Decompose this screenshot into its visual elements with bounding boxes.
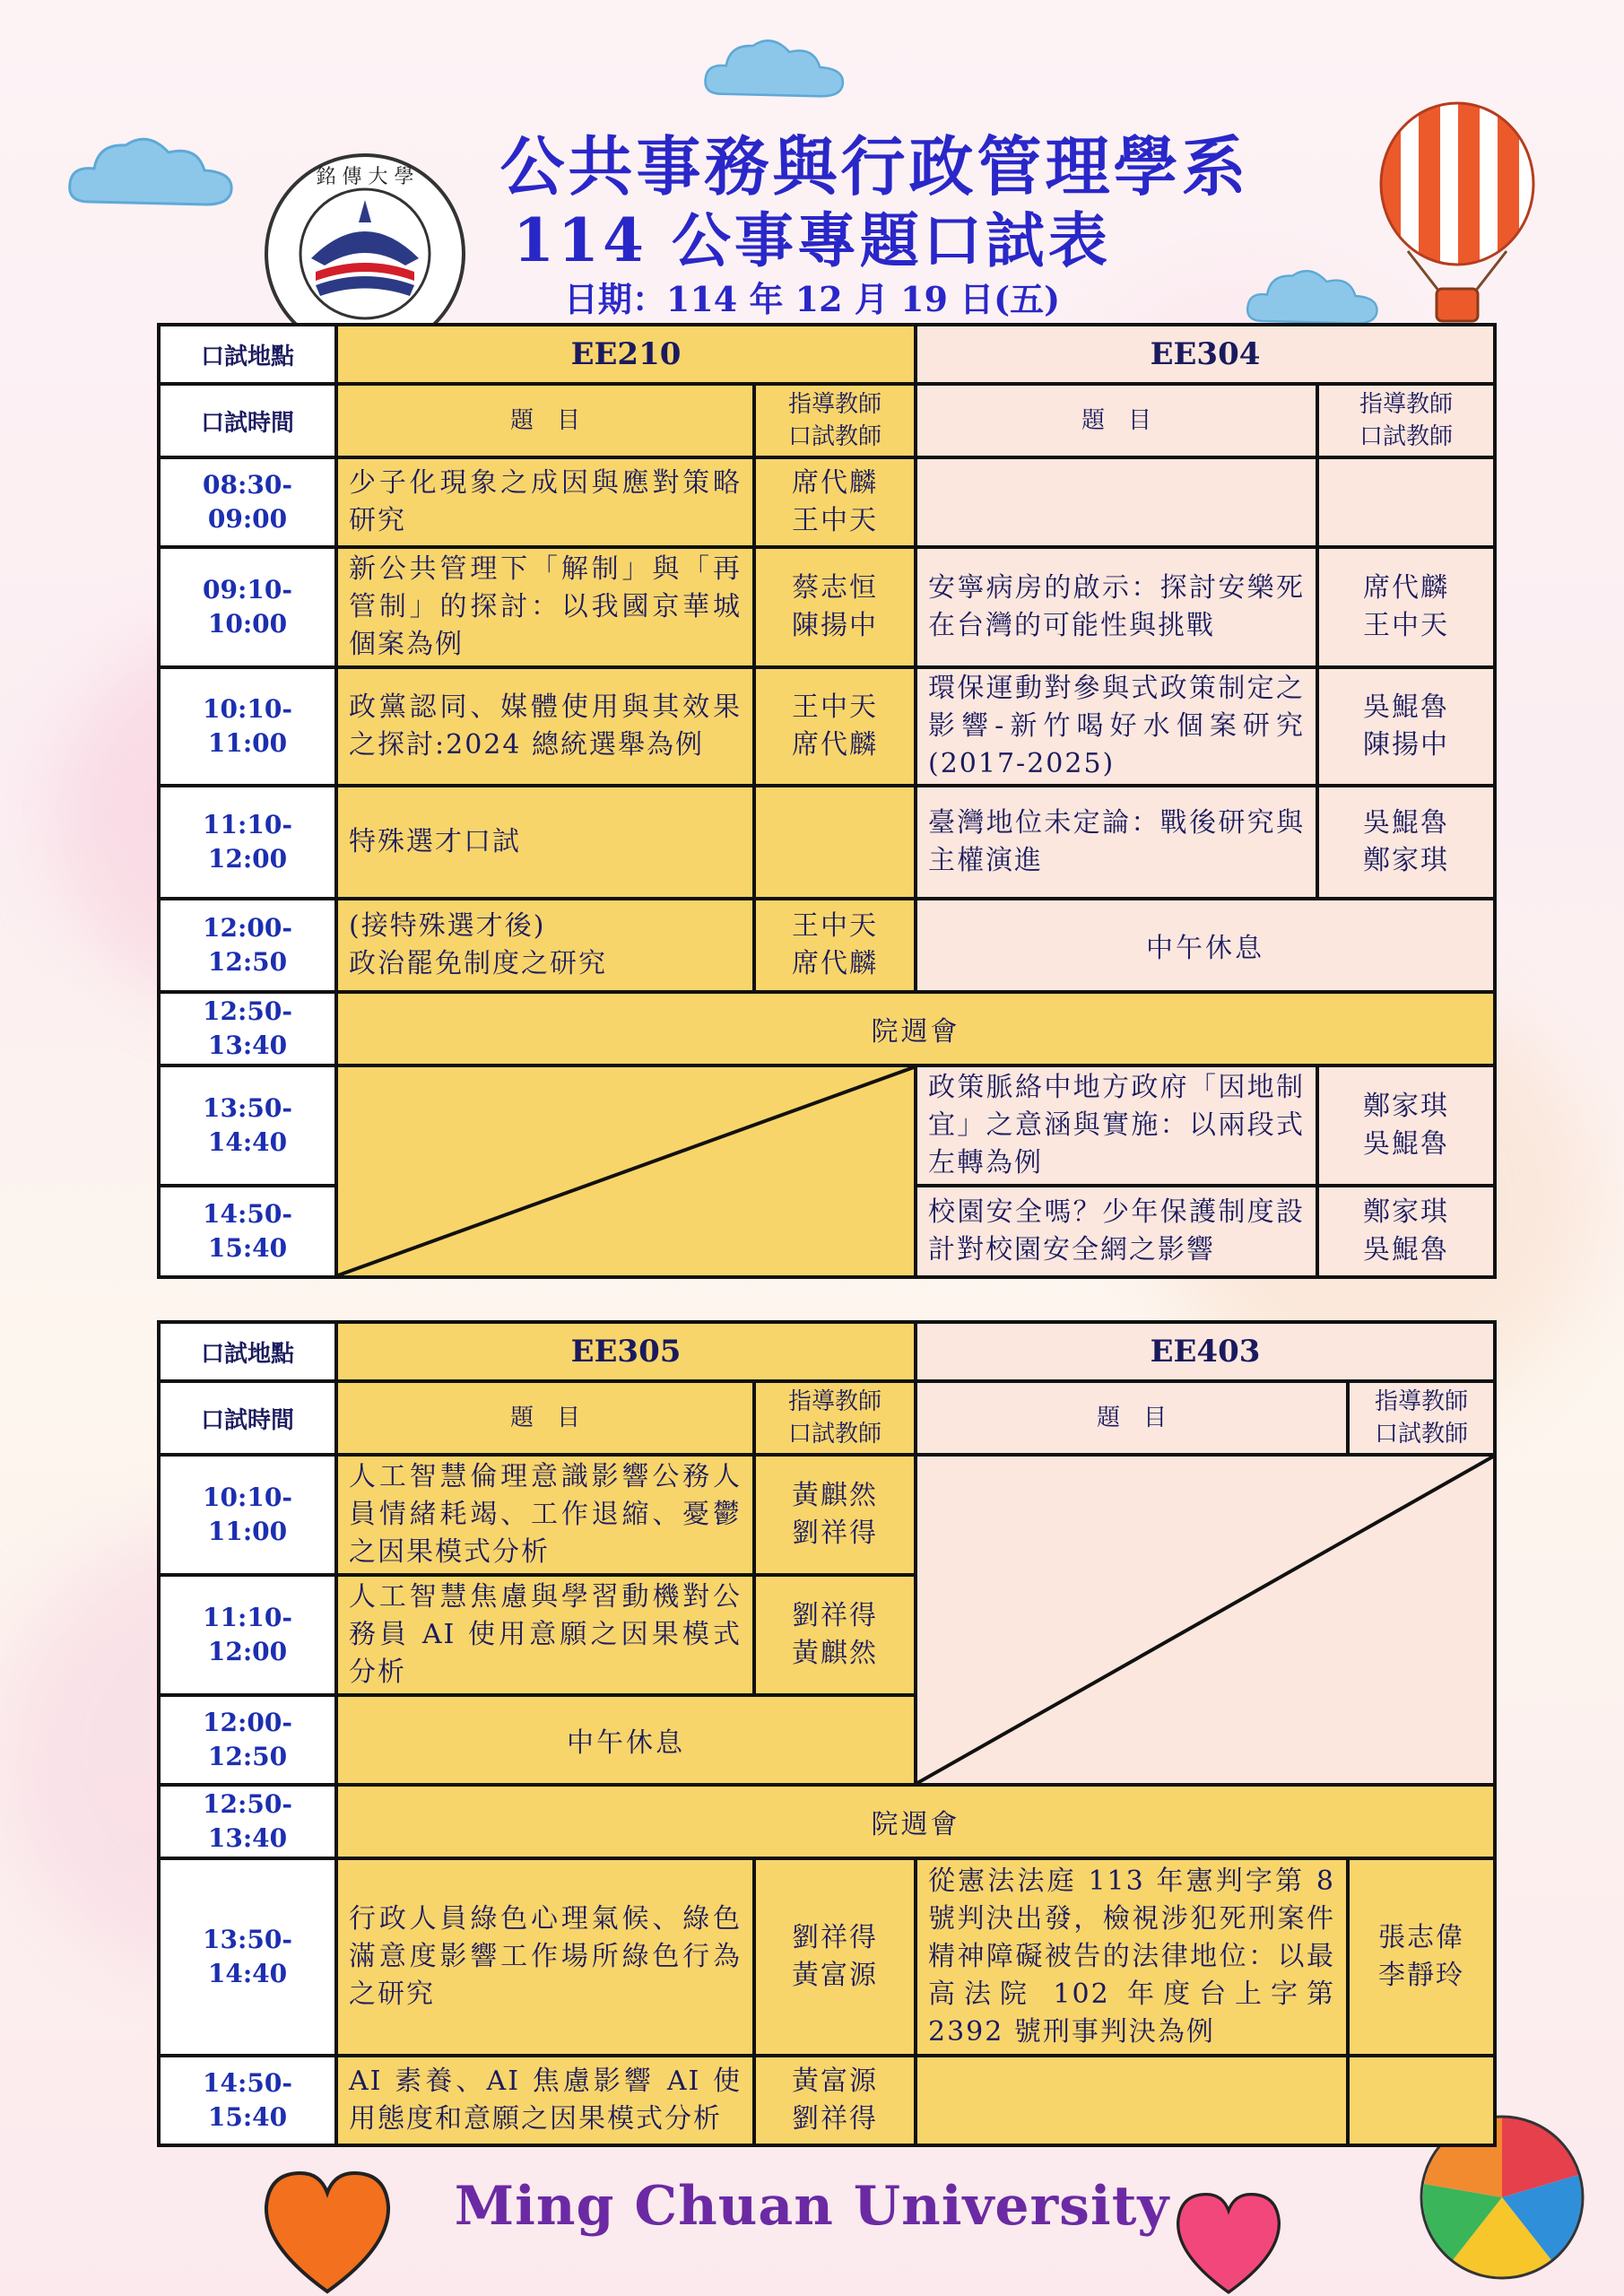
- topic-cell: 政策脈絡中地方政府「因地制宜」之意涵與實施：以兩段式左轉為例: [916, 1065, 1317, 1186]
- topic-cell: 校園安全嗎？少年保護制度設計對校園安全網之影響: [916, 1186, 1317, 1277]
- room-ee403: EE403: [916, 1322, 1495, 1381]
- room-ee304: EE304: [916, 325, 1495, 384]
- svg-text:銘 傳 大 學: 銘 傳 大 學: [316, 166, 414, 188]
- time-slot: 09:10- 10:00: [159, 547, 336, 667]
- location-label: 口試地點: [159, 1322, 336, 1381]
- teacher-header: 指導教師 口試教師: [754, 1381, 916, 1455]
- lunch-break-cell: 中午休息: [916, 899, 1495, 992]
- time-slot: 14:50- 15:40: [159, 2056, 336, 2145]
- topic-cell: AI 素養、AI 焦慮影響 AI 使用態度和意願之因果模式分析: [336, 2056, 754, 2145]
- room-ee210: EE210: [336, 325, 916, 384]
- topic-cell: 人工智慧倫理意識影響公務人員情緒耗竭、工作退縮、憂鬱之因果模式分析: [336, 1455, 754, 1575]
- schedule-table-2: [157, 1320, 1497, 2147]
- time-slot: 13:50- 14:40: [159, 1858, 336, 2056]
- cloud-icon: [699, 27, 852, 108]
- time-slot: 13:50- 14:40: [159, 1065, 336, 1186]
- teacher-cell: [1348, 2056, 1495, 2145]
- teacher-cell: 吳鯤魯 陳揚中: [1317, 667, 1495, 786]
- page-subtitle: 114 公事專題口試表: [513, 205, 1111, 275]
- topic-header: 題 目: [916, 1381, 1348, 1455]
- footer-university-name: Ming Chuan University: [454, 2175, 1170, 2238]
- lunch-break-cell: 中午休息: [336, 1695, 916, 1785]
- teacher-cell: 席代麟 王中天: [754, 457, 916, 547]
- time-slot: 12:00- 12:50: [159, 1695, 336, 1785]
- teacher-cell: 黃麒然 劉祥得: [754, 1455, 916, 1575]
- teacher-cell: 黃富源 劉祥得: [754, 2056, 916, 2145]
- teacher-cell: [1317, 457, 1495, 547]
- topic-cell: [916, 457, 1317, 547]
- teacher-cell: 鄭家琪 吳鯤魯: [1317, 1186, 1495, 1277]
- topic-cell: 人工智慧焦慮與學習動機對公務員 AI 使用意願之因果模式分析: [336, 1575, 754, 1695]
- time-label: 口試時間: [159, 384, 336, 457]
- room-ee305: EE305: [336, 1322, 916, 1381]
- topic-cell: [916, 2056, 1348, 2145]
- topic-cell: 安寧病房的啟示：探討安樂死在台灣的可能性與挑戰: [916, 547, 1317, 667]
- topic-cell: (接特殊選才後) 政治罷免制度之研究: [336, 899, 754, 992]
- topic-cell: 政黨認同、媒體使用與其效果之探討:2024 總統選舉為例: [336, 667, 754, 786]
- teacher-cell: 蔡志恒 陳揚中: [754, 547, 916, 667]
- location-label: 口試地點: [159, 325, 336, 384]
- topic-cell: 臺灣地位未定論：戰後研究與主權演進: [916, 786, 1317, 899]
- teacher-cell: 張志偉 李靜玲: [1348, 1858, 1495, 2056]
- empty-slot-cell: [336, 1065, 916, 1277]
- time-slot: 10:10- 11:00: [159, 667, 336, 786]
- time-slot: 08:30- 09:00: [159, 457, 336, 547]
- topic-header: 題 目: [336, 384, 754, 457]
- schedule-table-1: [157, 323, 1497, 1279]
- topic-cell: 環保運動對參與式政策制定之影響-新竹喝好水個案研究(2017-2025): [916, 667, 1317, 786]
- time-slot: 10:10- 11:00: [159, 1455, 336, 1575]
- teacher-cell: [754, 786, 916, 899]
- time-label: 口試時間: [159, 1381, 336, 1455]
- teacher-cell: 王中天 席代麟: [754, 899, 916, 992]
- time-slot: 11:10- 12:00: [159, 1575, 336, 1695]
- teacher-cell: 王中天 席代麟: [754, 667, 916, 786]
- topic-cell: 從憲法法庭 113 年憲判字第 8 號判決出發，檢視涉犯死刑案件精神障礙被告的法律地位：以最高法院 102 年度台上字第 2392 號刑事判決為例: [916, 1858, 1348, 2056]
- teacher-cell: 鄭家琪 吳鯤魯: [1317, 1065, 1495, 1186]
- time-slot: 14:50- 15:40: [159, 1186, 336, 1277]
- teacher-cell: 劉祥得 黃麒然: [754, 1575, 916, 1695]
- empty-slot-cell: [916, 1455, 1495, 1785]
- page-title: 公共事務與行政管理學系: [499, 128, 1250, 204]
- college-meeting-cell: 院週會: [336, 1785, 1495, 1858]
- time-slot: 12:00- 12:50: [159, 899, 336, 992]
- teacher-header: 指導教師 口試教師: [1317, 384, 1495, 457]
- time-slot: 12:50- 13:40: [159, 992, 336, 1065]
- teacher-header: 指導教師 口試教師: [1348, 1381, 1495, 1455]
- topic-cell: 行政人員綠色心理氣候、綠色滿意度影響工作場所綠色行為之研究: [336, 1858, 754, 2056]
- exam-date: 日期：114 年 12 月 19 日(五): [563, 279, 1061, 319]
- topic-cell: 新公共管理下「解制」與「再管制」的探討：以我國京華城個案為例: [336, 547, 754, 667]
- topic-header: 題 目: [916, 384, 1317, 457]
- college-meeting-cell: 院週會: [336, 992, 1495, 1065]
- teacher-header: 指導教師 口試教師: [754, 384, 916, 457]
- topic-cell: 少子化現象之成因與應對策略研究: [336, 457, 754, 547]
- topic-header: 題 目: [336, 1381, 754, 1455]
- topic-cell: 特殊選才口試: [336, 786, 754, 899]
- time-slot: 12:50- 13:40: [159, 1785, 336, 1858]
- teacher-cell: 劉祥得 黃富源: [754, 1858, 916, 2056]
- teacher-cell: 席代麟 王中天: [1317, 547, 1495, 667]
- teacher-cell: 吳鯤魯 鄭家琪: [1317, 786, 1495, 899]
- time-slot: 11:10- 12:00: [159, 786, 336, 899]
